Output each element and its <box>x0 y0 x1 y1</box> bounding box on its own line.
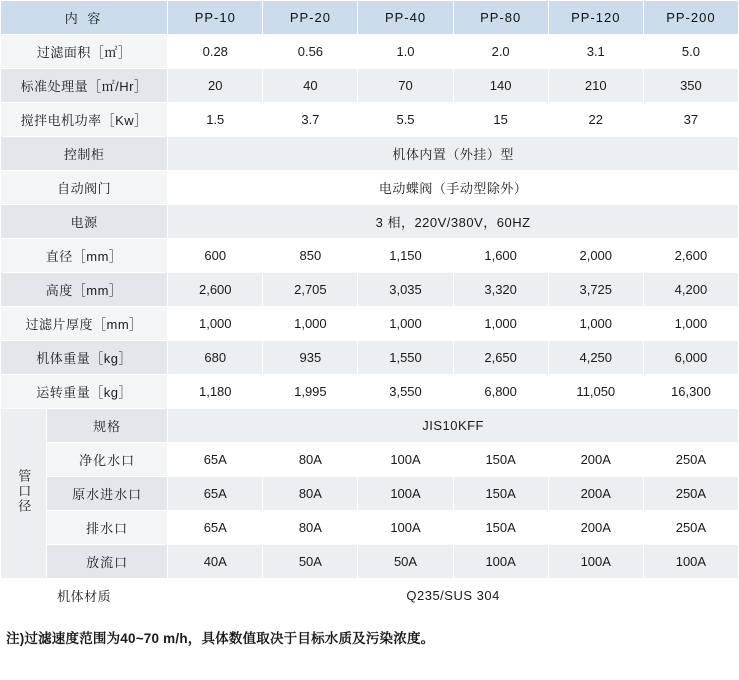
row-label: 搅拌电机功率［Kw］ <box>1 103 168 137</box>
cell-value: 65A <box>168 511 263 545</box>
cell-value: 1.5 <box>168 103 263 137</box>
header-model-pp120: PP-120 <box>548 1 643 35</box>
cell-value: 100A <box>643 545 738 579</box>
table-row <box>1 35 739 69</box>
cell-value: 3,320 <box>453 273 548 307</box>
table-header-row <box>1 1 739 35</box>
cell-value: 3,725 <box>548 273 643 307</box>
cell-value: 2,000 <box>548 239 643 273</box>
cell-value: 80A <box>263 443 358 477</box>
cell-value: 4,200 <box>643 273 738 307</box>
cell-value: 80A <box>263 511 358 545</box>
header-model-pp200: PP-200 <box>643 1 738 35</box>
row-label: 电源 <box>1 205 168 239</box>
cell-value: 40A <box>168 545 263 579</box>
cell-value: 6,000 <box>643 341 738 375</box>
row-label: 原水进水口 <box>47 477 168 511</box>
cell-value: 850 <box>263 239 358 273</box>
cell-value: 5.5 <box>358 103 453 137</box>
row-label: 净化水口 <box>47 443 168 477</box>
cell-value: 65A <box>168 477 263 511</box>
cell-value: 2,650 <box>453 341 548 375</box>
row-label: 高度［mm］ <box>1 273 168 307</box>
cell-value: 16,300 <box>643 375 738 409</box>
cell-value: 37 <box>643 103 738 137</box>
header-model-pp40: PP-40 <box>358 1 453 35</box>
cell-value: 2,600 <box>168 273 263 307</box>
table-row <box>1 409 739 443</box>
table-row <box>1 273 739 307</box>
cell-value: 15 <box>453 103 548 137</box>
cell-value: 1,000 <box>453 307 548 341</box>
cell-value: 3.7 <box>263 103 358 137</box>
header-content-label: 内 容 <box>1 1 168 35</box>
row-label: 排水口 <box>47 511 168 545</box>
header-model-pp10: PP-10 <box>168 1 263 35</box>
cell-value: 5.0 <box>643 35 738 69</box>
table-row <box>1 443 739 477</box>
cell-span-value: 电动蝶阀（手动型除外） <box>168 171 739 205</box>
cell-value: 1,000 <box>548 307 643 341</box>
cell-value: 2,705 <box>263 273 358 307</box>
cell-value: 70 <box>358 69 453 103</box>
cell-value: 1.0 <box>358 35 453 69</box>
cell-value: 6,800 <box>453 375 548 409</box>
cell-span-value: Q235/SUS 304 <box>168 579 739 613</box>
cell-value: 250A <box>643 477 738 511</box>
cell-value: 200A <box>548 511 643 545</box>
table-note: 注)过滤速度范围为40~70 m/h，具体数值取决于目标水质及污染浓度。 <box>6 631 435 646</box>
cell-value: 1,150 <box>358 239 453 273</box>
row-label: 机体材质 <box>1 579 168 613</box>
pipe-diameter-group-label-text: 管口径 <box>16 469 32 515</box>
cell-value: 100A <box>548 545 643 579</box>
cell-value: 150A <box>453 477 548 511</box>
row-label: 机体重量［kg］ <box>1 341 168 375</box>
cell-value: 11,050 <box>548 375 643 409</box>
row-label: 过滤面积［㎡］ <box>1 35 168 69</box>
table-row <box>1 239 739 273</box>
cell-value: 20 <box>168 69 263 103</box>
cell-value: 80A <box>263 477 358 511</box>
header-model-pp20: PP-20 <box>263 1 358 35</box>
row-label: 自动阀门 <box>1 171 168 205</box>
cell-span-value: JIS10KFF <box>168 409 739 443</box>
cell-value: 40 <box>263 69 358 103</box>
cell-value: 150A <box>453 511 548 545</box>
header-model-pp80: PP-80 <box>453 1 548 35</box>
cell-value: 140 <box>453 69 548 103</box>
cell-value: 50A <box>263 545 358 579</box>
cell-value: 3,035 <box>358 273 453 307</box>
cell-span-value: 3 相，220V/380V，60HZ <box>168 205 739 239</box>
cell-value: 210 <box>548 69 643 103</box>
cell-value: 1,600 <box>453 239 548 273</box>
table-row <box>1 511 739 545</box>
cell-value: 250A <box>643 443 738 477</box>
cell-value: 1,000 <box>263 307 358 341</box>
cell-value: 600 <box>168 239 263 273</box>
table-row <box>1 579 739 613</box>
row-label: 过滤片厚度［mm］ <box>1 307 168 341</box>
table-row <box>1 137 739 171</box>
table-row <box>1 375 739 409</box>
cell-value: 2.0 <box>453 35 548 69</box>
cell-value: 1,000 <box>643 307 738 341</box>
cell-value: 100A <box>453 545 548 579</box>
table-row <box>1 171 739 205</box>
cell-value: 150A <box>453 443 548 477</box>
cell-value: 65A <box>168 443 263 477</box>
table-row <box>1 341 739 375</box>
cell-span-value: 机体内置（外挂）型 <box>168 137 739 171</box>
table-row <box>1 307 739 341</box>
row-label: 运转重量［kg］ <box>1 375 168 409</box>
cell-value: 1,180 <box>168 375 263 409</box>
cell-value: 100A <box>358 443 453 477</box>
cell-value: 350 <box>643 69 738 103</box>
row-label: 放流口 <box>47 545 168 579</box>
cell-value: 100A <box>358 511 453 545</box>
cell-value: 3,550 <box>358 375 453 409</box>
cell-value: 200A <box>548 477 643 511</box>
row-label: 控制柜 <box>1 137 168 171</box>
cell-value: 22 <box>548 103 643 137</box>
table-row <box>1 205 739 239</box>
cell-value: 100A <box>358 477 453 511</box>
cell-value: 1,000 <box>168 307 263 341</box>
cell-value: 1,000 <box>358 307 453 341</box>
table-row <box>1 477 739 511</box>
cell-value: 0.56 <box>263 35 358 69</box>
row-label: 直径［mm］ <box>1 239 168 273</box>
row-label: 标准处理量［㎡/Hr］ <box>1 69 168 103</box>
table-row <box>1 103 739 137</box>
cell-value: 200A <box>548 443 643 477</box>
cell-value: 1,550 <box>358 341 453 375</box>
cell-value: 50A <box>358 545 453 579</box>
cell-value: 250A <box>643 511 738 545</box>
table-row <box>1 69 739 103</box>
row-label: 规格 <box>47 409 168 443</box>
pipe-diameter-group-label <box>1 409 47 579</box>
cell-value: 3.1 <box>548 35 643 69</box>
cell-value: 2,600 <box>643 239 738 273</box>
cell-value: 935 <box>263 341 358 375</box>
cell-value: 680 <box>168 341 263 375</box>
cell-value: 1,995 <box>263 375 358 409</box>
cell-value: 4,250 <box>548 341 643 375</box>
table-row <box>1 545 739 579</box>
cell-value: 0.28 <box>168 35 263 69</box>
